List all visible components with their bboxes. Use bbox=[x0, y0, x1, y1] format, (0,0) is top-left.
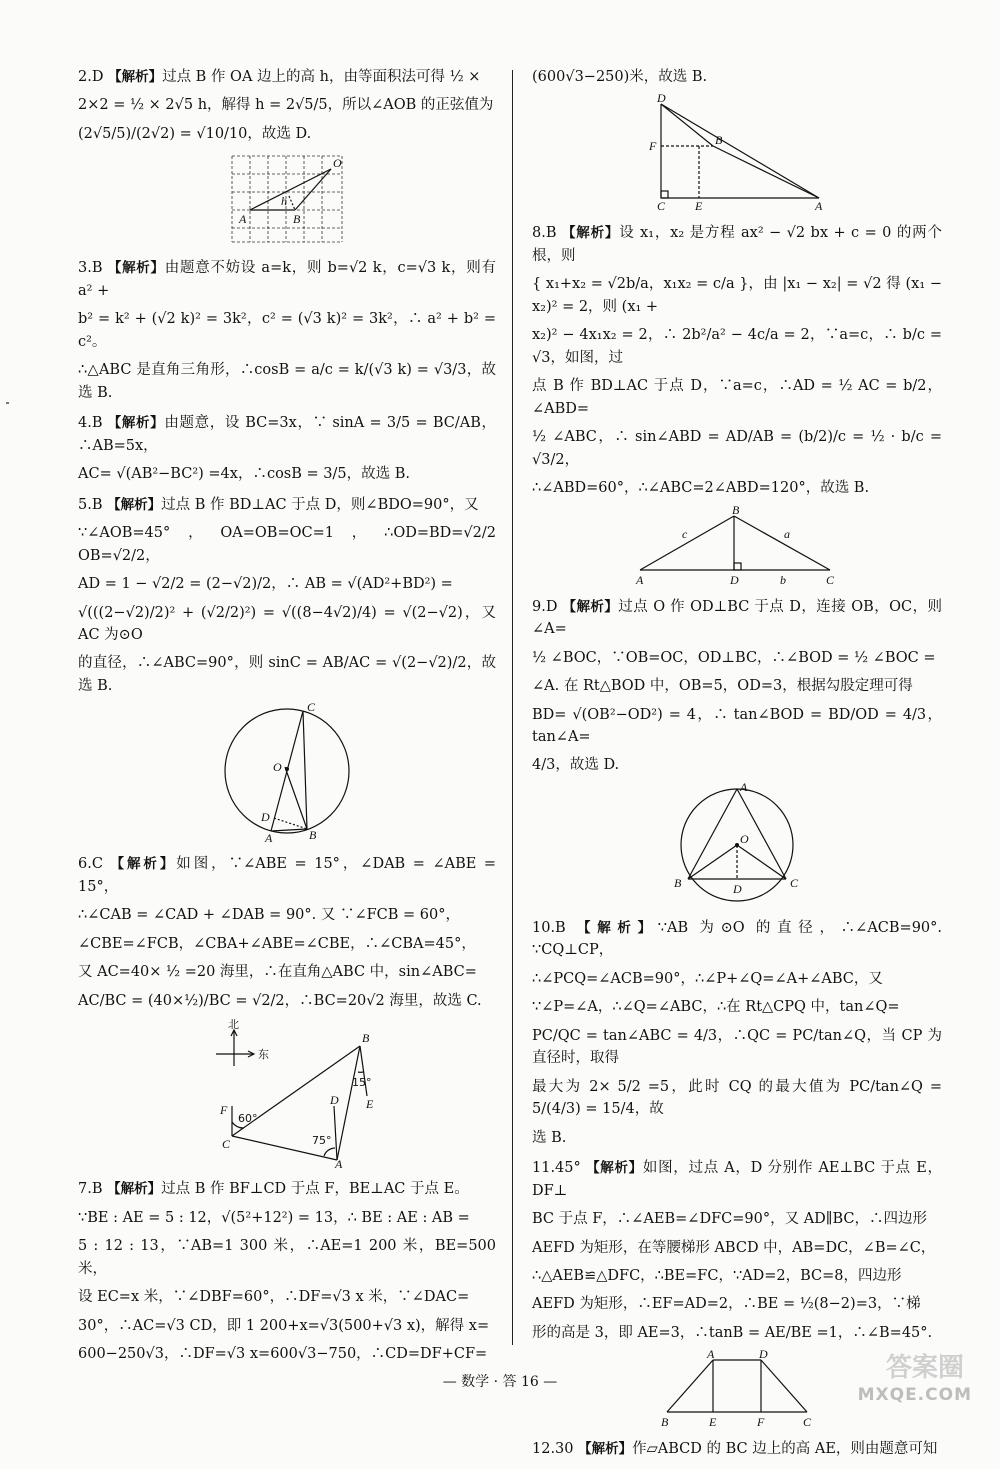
answer-line: 设 EC=x 米，∵∠DBF=60°，∴DF=√3 x 米，∵∠DAC= bbox=[78, 1289, 470, 1306]
label-A: A bbox=[707, 1347, 715, 1362]
label-F: F bbox=[220, 1103, 228, 1118]
answer-line: ∠CBE=∠FCB，∠CBA+∠ABE=∠CBE，∴∠CBA=45°， bbox=[78, 935, 476, 952]
answer-line: 30°，∴AC=√3 CD，即 1 200+x=√3(500+√3 x)，解得 x= bbox=[78, 1317, 490, 1334]
analysis-tag: 【解析】 bbox=[107, 415, 165, 432]
label-h: h bbox=[281, 194, 287, 209]
answer-line: ∵∠P=∠A，∴∠Q=∠ABC，∴在 Rt△CPQ 中，tan∠Q= bbox=[532, 999, 900, 1016]
label-C: C bbox=[790, 875, 799, 890]
analysis-tag: 【解析】 bbox=[110, 856, 177, 873]
answer-number: 11.45° bbox=[532, 1160, 581, 1177]
answer-2 bbox=[78, 66, 496, 247]
answer-5 bbox=[78, 494, 496, 844]
answer-line: 4/3，故选 D. bbox=[532, 757, 620, 774]
answer-line: ∵BE : AE = 5 : 12，√(5²+12²) = 13，∴ BE : AE : AB = bbox=[78, 1209, 470, 1226]
analysis-tag: 【解析】 bbox=[586, 1160, 643, 1177]
analysis-tag: 【解析】 bbox=[562, 598, 619, 615]
label-E: E bbox=[695, 199, 703, 214]
label-c: c bbox=[682, 526, 688, 541]
answer-line: 最大为 2× 5/2 =5，此时 CQ 的最大值为 PC/tan∠Q = 5/(4/3) = 15/4，故 bbox=[532, 1078, 942, 1118]
answer-number: 5.B bbox=[78, 496, 103, 513]
label-B: B bbox=[661, 1415, 669, 1430]
label-D: D bbox=[330, 1093, 339, 1108]
answer-line: √(((2−√2)/2)² + (√2/2)²) = √((8−4√2)/4) = √(2−√2)，又 AC 为⊙O bbox=[78, 604, 496, 643]
answer-7-continued bbox=[532, 66, 942, 212]
answer-line: ∴∠ABD=60°，∴∠ABC=2∠ABD=120°，故选 B. bbox=[532, 480, 870, 497]
answer-line: 过点 B 作 BD⊥AC 于点 D，则∠BDO=90°，又 bbox=[161, 496, 479, 513]
answer-line: 设 x₁，x₂ 是方程 ax² − √2 bx + c = 0 的两个根，则 bbox=[532, 225, 942, 264]
label-O: O bbox=[273, 760, 282, 775]
label-angle-75: 75° bbox=[312, 1134, 332, 1148]
label-east: 东 bbox=[258, 1048, 269, 1062]
answer-line: { x₁+x₂ = √2b/a，x₁x₂ = c/a }，由 |x₁ − x₂| = √2 得 (x₁ − x₂)² = 2，则 (x₁ + bbox=[532, 276, 942, 315]
answer-line: 的直径，∴∠ABC=90°，则 sinC = AB/AC = √(2−√2)/2，故选 B. bbox=[78, 655, 496, 694]
figure-navigation-triangle bbox=[202, 1018, 374, 1172]
label-angle-60: 60° bbox=[238, 1112, 258, 1126]
analysis-tag: 【解析】 bbox=[108, 69, 163, 85]
answer-4 bbox=[78, 412, 496, 485]
answer-line: 选 B. bbox=[532, 1129, 567, 1146]
answer-line: 由题意，设 BC=3x，∵ sinA = 3/5 = BC/AB，∴AB=5x， bbox=[78, 415, 497, 454]
answer-line: x₂)² − 4x₁x₂ = 2，∴ 2b²/a² − 4c/a = 2，∵a=c，∴ b/c = √3，如图，过 bbox=[532, 327, 942, 366]
label-C: C bbox=[307, 700, 316, 715]
column-divider bbox=[512, 70, 513, 1345]
label-O: O bbox=[740, 831, 749, 846]
answer-line: ∴△AEB≌△DFC，∴BE=FC，∵AD=2，BC=8，四边形 bbox=[532, 1268, 902, 1284]
label-E: E bbox=[366, 1097, 374, 1112]
label-A: A bbox=[265, 831, 273, 846]
label-D: D bbox=[759, 1347, 768, 1362]
answer-line: 作▱ABCD 的 BC 边上的高 AE，则由题意可知 bbox=[632, 1441, 938, 1458]
answer-line: 由题意不妨设 a=k，则 b=√2 k，c=√3 k，则有 a² + bbox=[78, 260, 497, 299]
label-angle-15: 15° bbox=[352, 1076, 372, 1090]
answer-line: ∴∠CAB = ∠CAD + ∠DAB = 90°. 又 ∵∠FCB = 60°， bbox=[78, 907, 460, 924]
answer-number: 10.B bbox=[532, 919, 566, 936]
answer-6 bbox=[78, 853, 497, 1172]
figure-circle-triangle bbox=[207, 700, 367, 846]
answer-line: ½ ∠BOC，∵OB=OC，OD⊥BC，∴∠BOD = ½ ∠BOC = bbox=[532, 649, 936, 666]
label-C: C bbox=[803, 1415, 812, 1430]
answer-number: 4.B bbox=[78, 415, 103, 432]
answer-10 bbox=[532, 917, 942, 1149]
label-D: D bbox=[657, 91, 666, 106]
answer-line: BD= √(OB²−OD²) = 4，∴ tan∠BOD = BD/OD = 4/3，tan∠A= bbox=[532, 706, 942, 745]
answer-9 bbox=[532, 596, 942, 907]
answer-line: 5 : 12 : 13，∵AB=1 300 米，∴AE=1 200 米，BE=500 米， bbox=[78, 1238, 496, 1277]
label-b: b bbox=[780, 572, 786, 587]
answer-line: ∵AB 为⊙O 的直径，∴∠ACB=90°. ∵CQ⊥CP， bbox=[532, 919, 943, 959]
answer-number: 8.B bbox=[532, 225, 557, 242]
answer-number: 7.B bbox=[78, 1181, 103, 1198]
label-C: C bbox=[222, 1137, 231, 1152]
label-C: C bbox=[657, 199, 666, 214]
figure-inscribed-triangle bbox=[662, 779, 812, 907]
label-F: F bbox=[649, 139, 657, 154]
answer-12 bbox=[532, 1438, 942, 1460]
answer-line: AEFD 为矩形，∴EF=AD=2，∴BE = ½(8−2)=3，∵梯 bbox=[532, 1296, 921, 1313]
answer-number: 3.B bbox=[78, 260, 103, 277]
watermark-logo: 答案圈 bbox=[885, 1353, 964, 1383]
right-column bbox=[532, 66, 942, 1469]
answer-3 bbox=[78, 257, 496, 404]
analysis-tag: 【解析】 bbox=[107, 260, 165, 277]
answer-line: 点 B 作 BD⊥AC 于点 D，∵a=c，∴AD = ½ AC = b/2，∠ABD= bbox=[532, 378, 942, 417]
figure-grid-triangle bbox=[227, 151, 347, 247]
label-a: a bbox=[784, 526, 790, 541]
answer-line: ∠A. 在 Rt△BOD 中，OB=5，OD=3，根据勾股定理可得 bbox=[532, 678, 913, 695]
answer-line: 又 AC=40× ½ =20 海里，∴在直角△ABC 中，sin∠ABC= bbox=[78, 964, 477, 981]
answer-line: AD = 1 − √2/2 = (2−√2)/2，∴ AB = √(AD²+BD²) = bbox=[78, 576, 453, 593]
answer-line: AC/BC = (40×½)/BC = √2/2，∴BC=20√2 海里，故选 C. bbox=[78, 992, 482, 1009]
answer-line: (600√3−250)米，故选 B. bbox=[532, 69, 708, 85]
label-A: A bbox=[636, 572, 644, 587]
label-D: D bbox=[261, 810, 270, 825]
answer-line: 形的高是 3，即 AE=3，∴tanB = AE/BE =1，∴∠B=45°. bbox=[532, 1324, 933, 1341]
answer-line: 过点 B 作 OA 边上的高 h，由等面积法可得 ½ × bbox=[162, 69, 481, 85]
analysis-tag: 【解析】 bbox=[107, 1181, 162, 1198]
answer-7 bbox=[78, 1178, 496, 1365]
label-C: C bbox=[826, 572, 835, 587]
answer-line: 过点 O 作 OD⊥BC 于点 D，连接 OB，OC，则∠A= bbox=[532, 598, 943, 638]
page-footer: — 数学 · 答 16 — bbox=[442, 1374, 558, 1390]
label-B: B bbox=[674, 875, 682, 890]
answer-number: 2.D bbox=[78, 69, 104, 85]
margin-mark bbox=[6, 402, 9, 404]
answer-line: 过点 B 作 BF⊥CD 于点 F，BE⊥AC 于点 E。 bbox=[161, 1181, 469, 1198]
answer-line: ∵∠AOB=45°，OA=OB=OC=1，∴OD=BD=√2/2 OB=√2/2， bbox=[78, 525, 496, 564]
label-north: 北 bbox=[228, 1018, 239, 1032]
watermark-site: MXQE.COM bbox=[857, 1384, 972, 1405]
analysis-tag: 【解析】 bbox=[107, 496, 162, 513]
answer-line: ∴∠PCQ=∠ACB=90°，∴∠P+∠Q=∠A+∠ABC，又 bbox=[532, 970, 883, 987]
analysis-tag: 【解析】 bbox=[561, 225, 620, 242]
label-F: F bbox=[757, 1415, 765, 1430]
label-A: A bbox=[335, 1157, 343, 1172]
answer-line: AEFD 为矩形，在等腰梯形 ABCD 中，AB=DC，∠B=∠C， bbox=[532, 1239, 936, 1256]
label-B: B bbox=[715, 133, 723, 148]
answer-line: ∴△ABC 是直角三角形，∴cosB = a/c = k/(√3 k) = √3/3，故选 B. bbox=[78, 362, 496, 401]
answer-line: 如图，过点 A，D 分别作 AE⊥BC 于点 E，DF⊥ bbox=[532, 1160, 942, 1199]
answer-line: 如图，∵∠ABE = 15°，∠DAB = ∠ABE = 15°， bbox=[78, 856, 497, 895]
label-O: O bbox=[333, 156, 342, 171]
answer-line: 2×2 = ½ × 2√5 h，解得 h = 2√5/5，所以∠AOB 的正弦值为 bbox=[78, 97, 494, 114]
label-B: B bbox=[309, 828, 317, 843]
left-column bbox=[78, 66, 496, 1373]
answer-number: 9.D bbox=[532, 598, 558, 615]
watermark bbox=[832, 1348, 972, 1408]
label-A: A bbox=[239, 212, 247, 227]
answer-line: (2√5/5)/(2√2) = √10/10，故选 D. bbox=[78, 125, 312, 142]
answer-line: 600−250√3，∴DF=√3 x=600√3−750，∴CD=DF+CF= bbox=[78, 1346, 488, 1362]
answer-8 bbox=[532, 222, 942, 585]
answer-number: 12.30 bbox=[532, 1441, 574, 1458]
label-D: D bbox=[733, 881, 742, 896]
label-E: E bbox=[709, 1415, 717, 1430]
answer-line: ½ ∠ABC，∴ sin∠ABD = AD/AB = (b/2)/c = ½ · b/c = √3/2， bbox=[532, 429, 942, 468]
figure-isosceles-triangle bbox=[632, 502, 842, 587]
label-A: A bbox=[740, 779, 748, 794]
answer-line: AC= √(AB²−BC²) =4x，∴cosB = 3/5，故选 B. bbox=[78, 466, 410, 483]
answer-number: 6.C bbox=[78, 856, 103, 873]
label-B: B bbox=[362, 1031, 370, 1046]
label-B: B bbox=[732, 502, 740, 517]
answer-line: b² = k² + (√2 k)² = 3k²，c² = (√3 k)² = 3k²，∴ a² + b² = c²。 bbox=[78, 311, 496, 350]
label-A: A bbox=[815, 199, 823, 214]
answer-line: BC 于点 F，∴∠AEB=∠DFC=90°，又 AD∥BC，∴四边形 bbox=[532, 1211, 928, 1228]
analysis-tag: 【解析】 bbox=[578, 1441, 633, 1458]
answer-line: PC/QC = tan∠ABC = 4/3，∴QC = PC/tan∠Q，当 CP 为直径时，取得 bbox=[532, 1027, 942, 1067]
label-D: D bbox=[730, 572, 739, 587]
figure-right-triangle-cliff bbox=[637, 91, 837, 214]
analysis-tag: 【解析】 bbox=[577, 919, 658, 936]
label-B: B bbox=[293, 212, 301, 227]
